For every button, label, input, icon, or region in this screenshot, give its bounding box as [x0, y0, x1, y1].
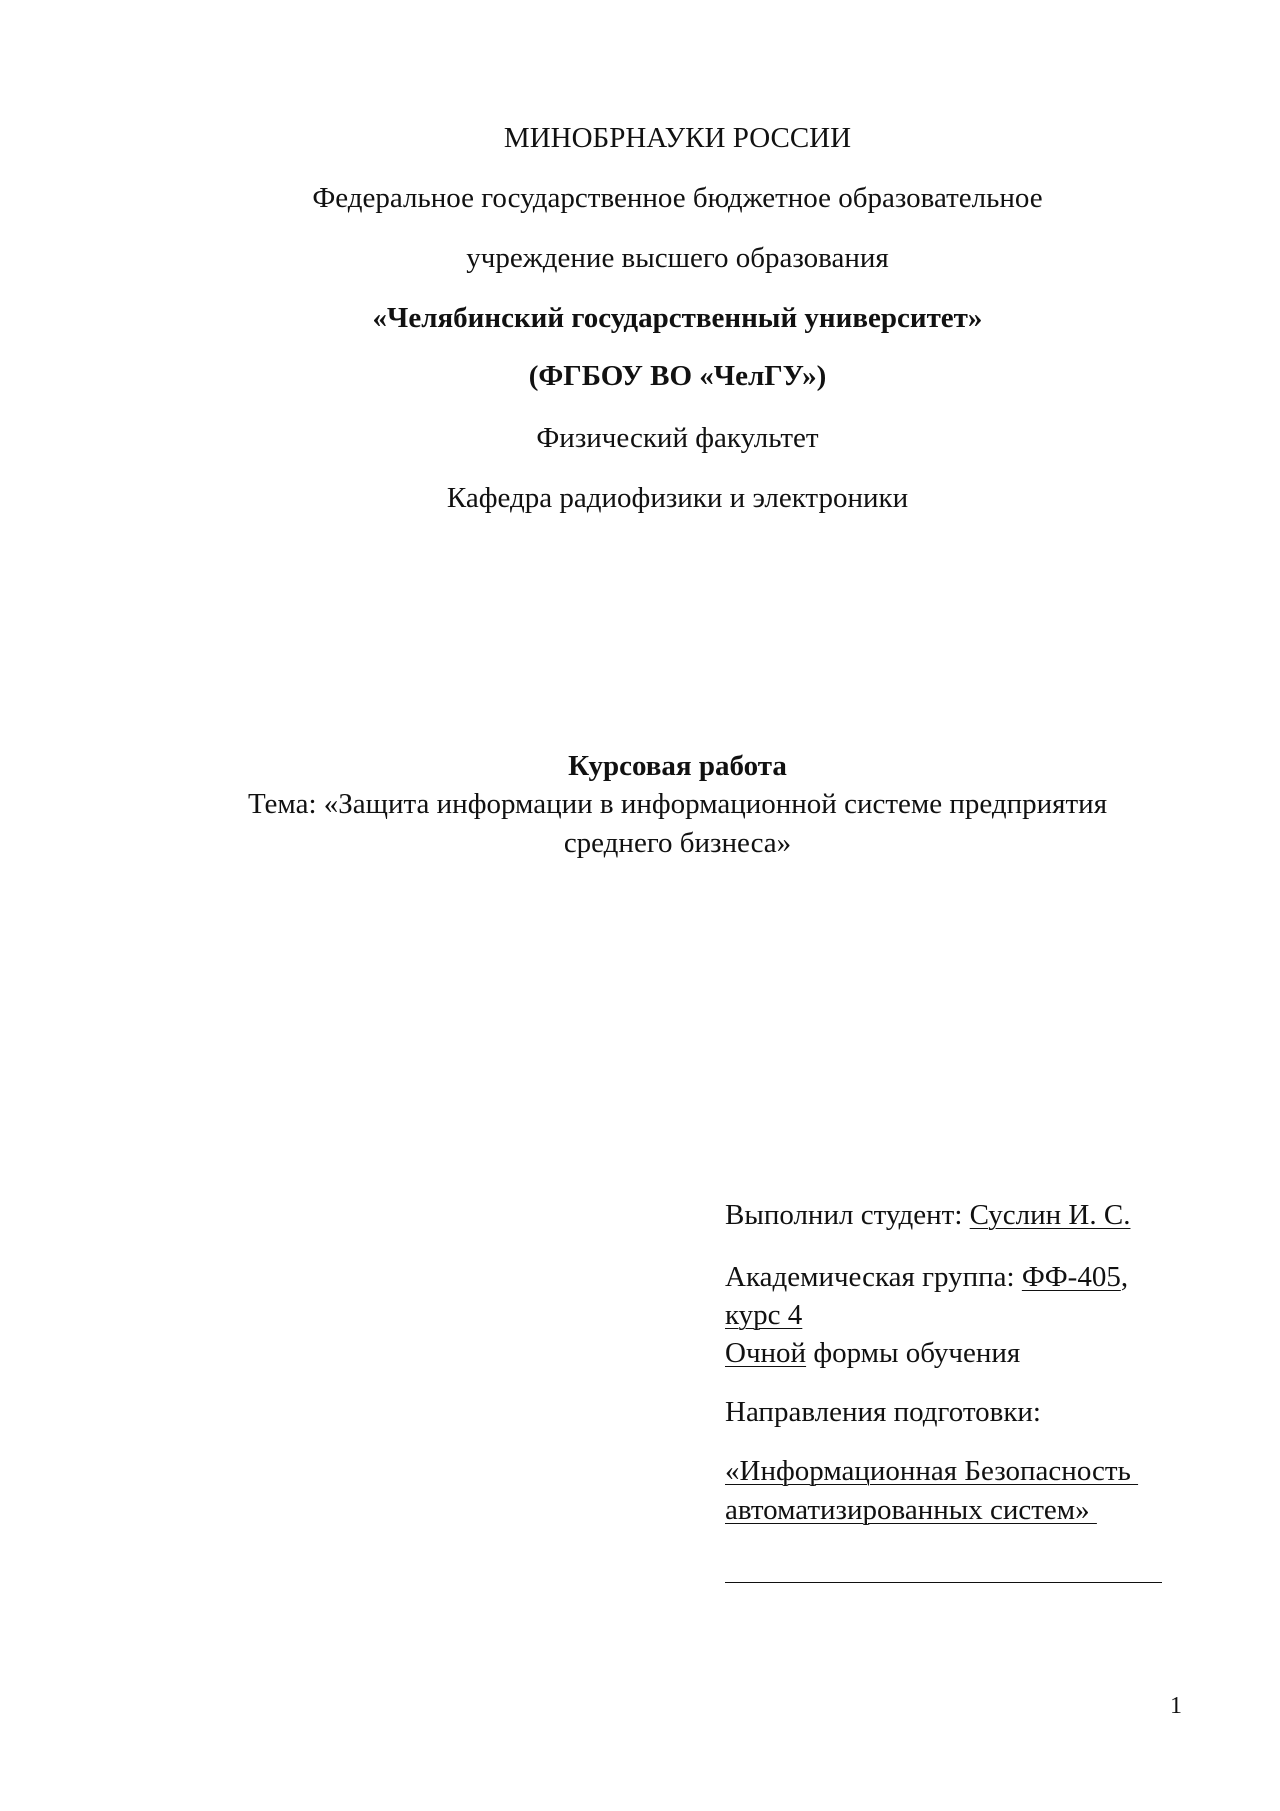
group-label: Академическая группа:: [725, 1261, 1022, 1293]
institution-line-2: учреждение высшего образования: [466, 242, 889, 274]
group-value: ФФ-405: [1021, 1261, 1121, 1293]
topic-line-2: среднего бизнеса»: [563, 827, 792, 859]
direction-value-1: «Информационная Безопасность: [725, 1455, 1139, 1487]
page-number: 1: [1170, 1693, 1182, 1719]
topic-line-1: Тема: «Защита информации в информационной системе предприятия: [247, 788, 1108, 820]
signature-line: [725, 1582, 1162, 1583]
direction-line-1: [725, 1452, 1138, 1490]
student-performed: [725, 1196, 1130, 1234]
group-comma: ,: [1120, 1261, 1129, 1293]
direction-value-2: автоматизированных систем»: [725, 1494, 1097, 1526]
faculty-name: Физический факультет: [536, 422, 819, 454]
course-value: курс 4: [725, 1299, 803, 1331]
study-form-suffix: формы обучения: [806, 1337, 1021, 1369]
student-name: Суслин И. С.: [969, 1199, 1131, 1231]
study-form-line: [725, 1334, 1020, 1372]
university-name: «Челябинский государственный университет»: [372, 302, 983, 334]
direction-line-2: [725, 1491, 1097, 1529]
academic-group: [725, 1258, 1128, 1296]
course-line: [725, 1296, 802, 1334]
performed-label: Выполнил студент:: [725, 1199, 970, 1231]
institution-line-1: Федеральное государственное бюджетное образовательное: [312, 182, 1043, 214]
direction-label: Направления подготовки:: [725, 1396, 1041, 1428]
university-short-name: (ФГБОУ ВО «ЧелГУ»): [528, 360, 827, 392]
study-form-value: Очной: [725, 1337, 807, 1369]
department-name: Кафедра радиофизики и электроники: [446, 482, 909, 514]
work-type-title: Курсовая работа: [568, 750, 787, 782]
ministry-heading: МИНОБРНАУКИ РОССИИ: [503, 122, 852, 154]
